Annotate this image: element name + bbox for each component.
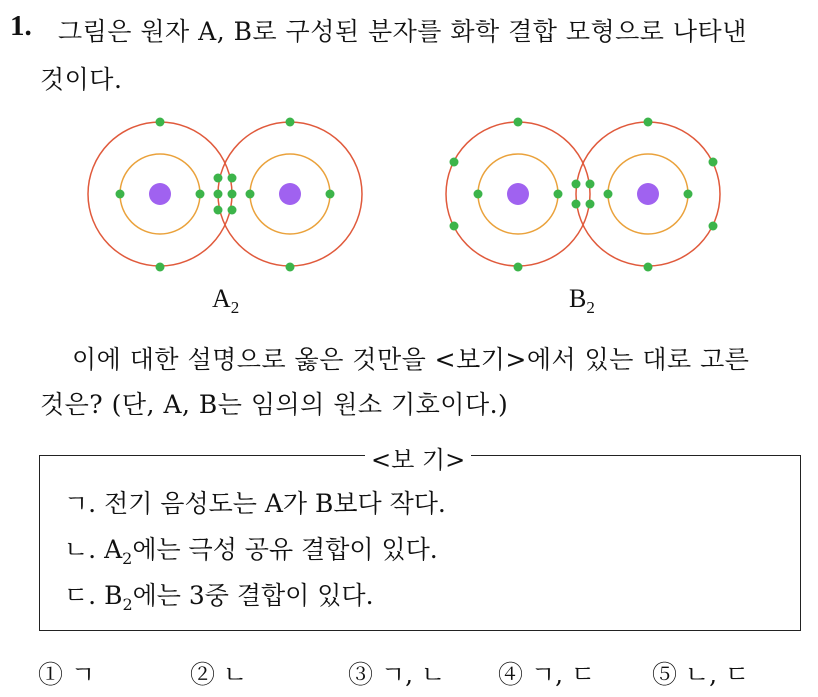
electron xyxy=(644,118,653,127)
bogi-item-text: 전기 음성도는 A가 B보다 작다. xyxy=(104,489,446,518)
molecule-b2-electrons xyxy=(450,118,718,272)
bogi-item-marker: ㄱ. xyxy=(64,489,97,518)
atom-a-right-nucleus xyxy=(279,183,301,205)
electron xyxy=(474,190,483,199)
electron xyxy=(116,190,125,199)
question-text-line3: 이에 대한 설명으로 옳은 것만을 <보기>에서 있는 대로 고른 xyxy=(72,345,750,374)
bogi-item-nieun: ㄴ. $A_2$에는 극성 공유 결합이 있다. xyxy=(64,535,438,568)
electron xyxy=(214,190,223,199)
bogi-title: <보 기> xyxy=(365,440,471,475)
electron xyxy=(604,190,613,199)
electron xyxy=(554,190,563,199)
molecule-b2-model xyxy=(446,118,720,272)
electron xyxy=(450,158,459,167)
choice-4[interactable]: ④ ㄱ, ㄷ xyxy=(498,660,596,689)
electron xyxy=(196,190,205,199)
atom-b-left-nucleus xyxy=(507,183,529,205)
molecule-a2-label: $A_2$ xyxy=(212,284,240,318)
choice-3[interactable]: ③ ㄱ, ㄴ xyxy=(348,660,446,689)
bogi-item-marker: ㄴ. xyxy=(64,535,97,564)
electron xyxy=(514,118,523,127)
electron xyxy=(572,180,581,189)
bogi-item-digeut: ㄷ. $B_2$에는 3중 결합이 있다. xyxy=(64,581,374,614)
molecule-b2-label: $B_2$ xyxy=(569,284,595,318)
electron xyxy=(286,263,295,272)
molecule-a2-electrons xyxy=(116,118,335,272)
electron xyxy=(246,190,255,199)
electron xyxy=(156,263,165,272)
question-text-line2: 것이다. xyxy=(40,65,123,94)
electron xyxy=(228,190,237,199)
electron xyxy=(684,190,693,199)
electron xyxy=(156,118,165,127)
atom-b-right-nucleus xyxy=(637,183,659,205)
electron xyxy=(586,180,595,189)
electron xyxy=(450,222,459,231)
electron xyxy=(286,118,295,127)
electron xyxy=(326,190,335,199)
question-text-line1: 그림은 원자 A, B로 구성된 분자를 화학 결합 모형으로 나타낸 xyxy=(58,17,747,46)
choice-5[interactable]: ⑤ ㄴ, ㄷ xyxy=(652,660,750,689)
electron xyxy=(586,200,595,209)
bogi-item-giyeok xyxy=(64,484,446,520)
electron xyxy=(709,222,718,231)
electron xyxy=(572,200,581,209)
question-text-line4: 것은? (단, A, B는 임의의 원소 기호이다.) xyxy=(40,390,509,419)
bond-model-figure xyxy=(0,100,818,285)
electron xyxy=(644,263,653,272)
electron xyxy=(228,174,237,183)
choice-2[interactable]: ② ㄴ xyxy=(190,660,248,689)
bogi-item-marker: ㄷ. xyxy=(64,581,97,610)
electron xyxy=(514,263,523,272)
molecule-a2-model xyxy=(88,118,362,272)
electron xyxy=(214,174,223,183)
question-number: 1. xyxy=(10,10,32,42)
choice-1[interactable]: ① ㄱ xyxy=(38,660,96,689)
electron xyxy=(214,206,223,215)
electron xyxy=(228,206,237,215)
atom-a-left-nucleus xyxy=(149,183,171,205)
electron xyxy=(709,158,718,167)
